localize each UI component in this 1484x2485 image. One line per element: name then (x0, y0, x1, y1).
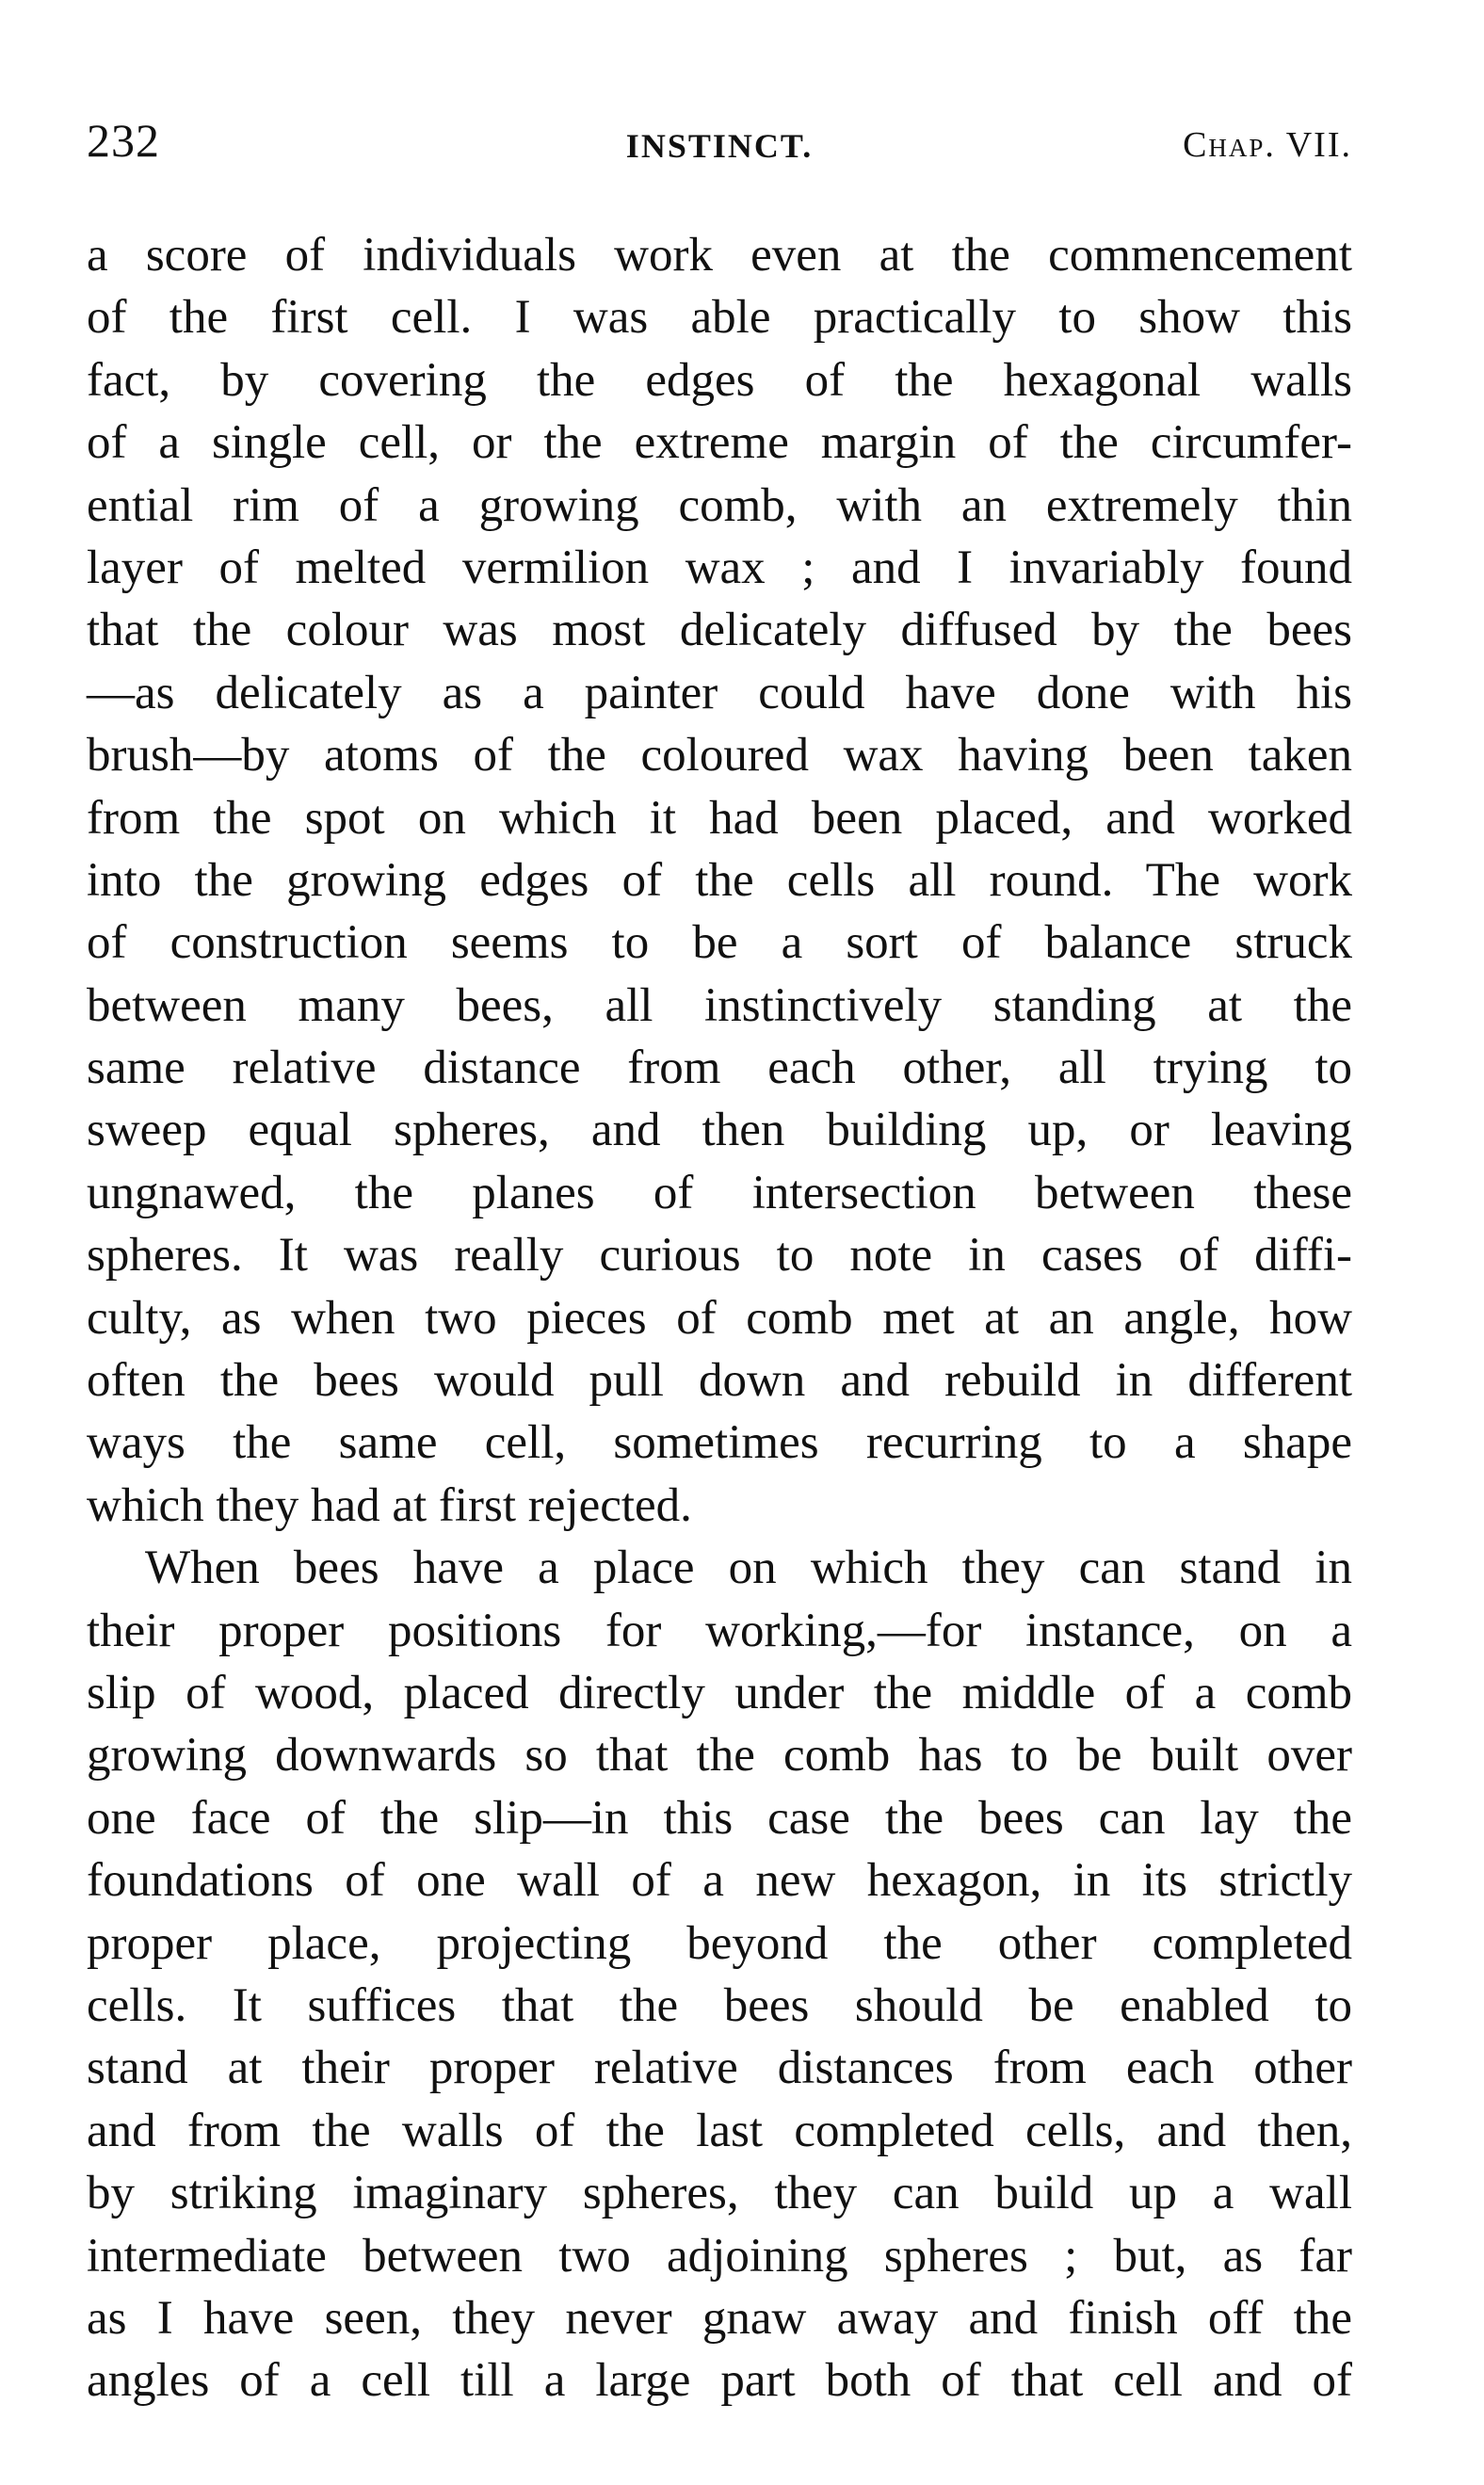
text-line: which they had at first rejected. (87, 1478, 692, 1532)
paragraph (87, 1537, 1352, 2412)
text-line: often the bees would pull down and rebuild in different (87, 1354, 1352, 1408)
text-line: a score of individuals work even at the commencement (87, 229, 1352, 282)
text-line: stand at their proper relative distances from each other (87, 2041, 1352, 2095)
chapter-label: Chap. VII. (1183, 125, 1352, 165)
text-line: of construction seems to be a sort of balance struck (87, 916, 1352, 970)
text-line: intermediate between two adjoining spheres ; but, as far (87, 2229, 1352, 2283)
text-line: foundations of one wall of a new hexagon, in its strictly (87, 1854, 1352, 1908)
text-line: of a single cell, or the extreme margin of the circumfer- (87, 416, 1352, 470)
text-line: When bees have a place on which they can stand in (145, 1541, 1352, 1595)
text-line: from the spot on which it had been placed, and worked (87, 791, 1352, 845)
text-line: angles of a cell till a large part both of that cell and of (87, 2354, 1352, 2408)
text-line: between many bees, all instinctively standing at the (87, 978, 1352, 1032)
text-line: sweep equal spheres, and then building up, or leaving (87, 1104, 1352, 1157)
text-line: that the colour was most delicately diffused by the bees (87, 604, 1352, 657)
text-line: culty, as when two pieces of comb met at an angle, how (87, 1291, 1352, 1345)
text-line: and from the walls of the last completed cells, and then, (87, 2104, 1352, 2157)
text-line: same relative distance from each other, all trying to (87, 1041, 1352, 1095)
page-number: 232 (87, 114, 160, 167)
text-line: one face of the slip—in this case the bees can lay the (87, 1791, 1352, 1845)
text-line: by striking imaginary spheres, they can build up a wall (87, 2167, 1352, 2220)
text-line: ungnawed, the planes of intersection between these (87, 1166, 1352, 1219)
text-line: ential rim of a growing comb, with an extremely thin (87, 478, 1352, 532)
text-line: fact, by covering the edges of the hexagonal walls (87, 353, 1352, 407)
text-line: proper place, projecting beyond the other completed (87, 1916, 1352, 1970)
paragraph (87, 224, 1352, 1537)
text-line: into the growing edges of the cells all round. The work (87, 853, 1352, 907)
text-line: —as delicately as a painter could have done with his (87, 666, 1352, 719)
text-line: as I have seen, they never gnaw away and finish off the (87, 2291, 1352, 2345)
text-line: their proper positions for working,—for instance, on a (87, 1604, 1352, 1657)
text-line: growing downwards so that the comb has to be built over (87, 1729, 1352, 1783)
text-line: ways the same cell, sometimes recurring to a shape (87, 1416, 1352, 1470)
running-title: INSTINCT. (625, 127, 814, 165)
body-text (87, 224, 1352, 2412)
text-line: slip of wood, placed directly under the middle of a comb (87, 1666, 1352, 1719)
text-line: spheres. It was really curious to note in cases of diffi- (87, 1229, 1352, 1283)
text-line: of the first cell. I was able practically to show this (87, 291, 1352, 345)
text-line: brush—by atoms of the coloured wax having been taken (87, 729, 1352, 783)
running-header (87, 113, 1352, 179)
text-line: cells. It suffices that the bees should be enabled to (87, 1978, 1352, 2032)
text-line: layer of melted vermilion wax ; and I invariably found (87, 541, 1352, 594)
